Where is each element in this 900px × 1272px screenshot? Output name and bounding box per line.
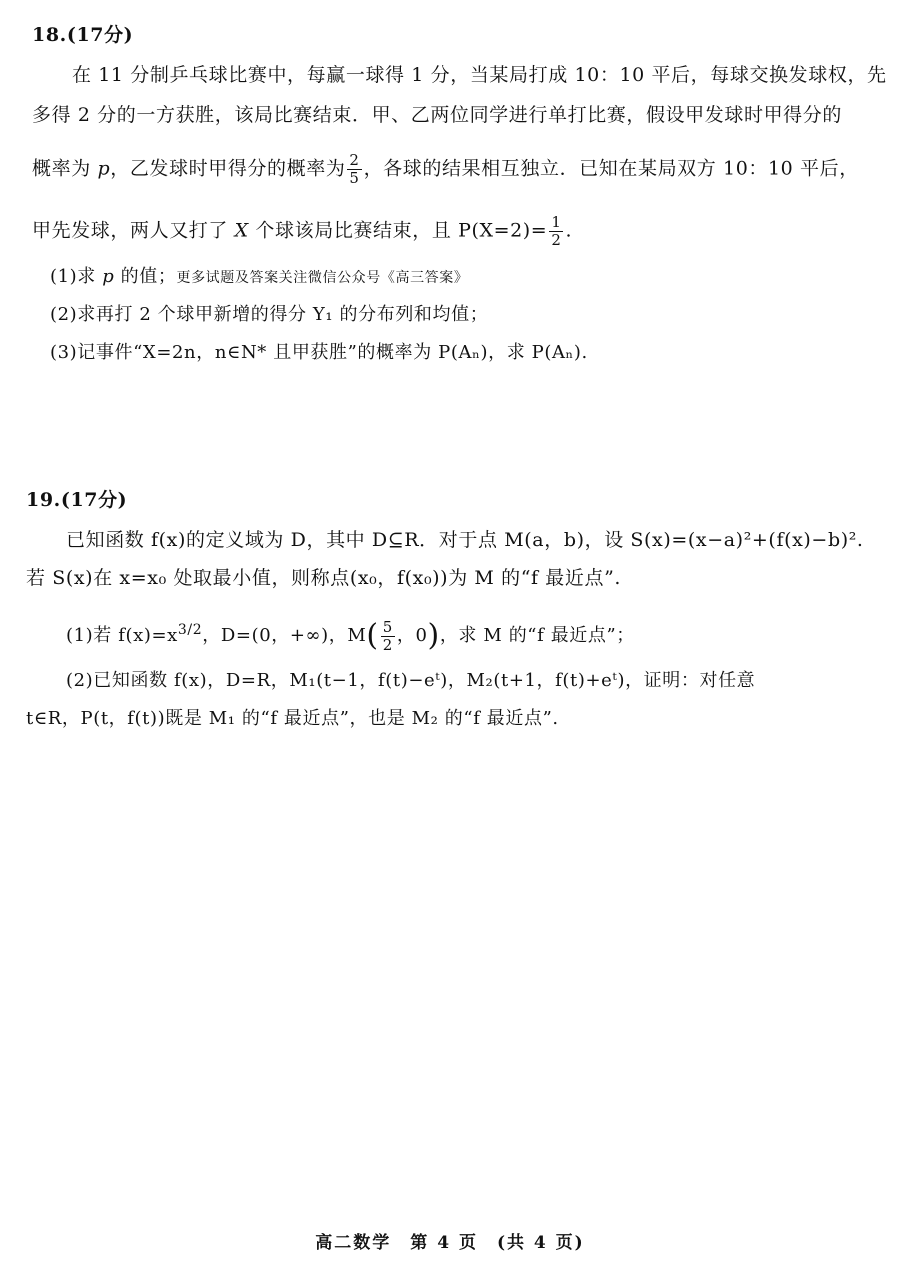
text: 的值； <box>114 266 177 287</box>
watermark-note: 更多试题及答案关注微信公众号《高三答案》 <box>176 270 469 286</box>
fraction-numerator: 5 <box>382 617 393 636</box>
var-p: p <box>102 266 115 287</box>
q19-header: 19.(17分) <box>26 489 128 511</box>
fraction-numerator: 1 <box>551 213 562 231</box>
var-p: p <box>97 157 111 180</box>
left-paren: ( <box>366 618 379 653</box>
q18-part-2: (2)求再打 2 个球甲新增的得分 Y₁ 的分布列和均值； <box>50 304 489 325</box>
q19-part-2-line-1: (2)已知函数 f(x)，D=R，M₁(t−1，f(t)−eᵗ)，M₂(t+1，f(t)+eᵗ)，证明：对任意 <box>66 670 756 691</box>
text: 甲先发球，两人又打了 <box>32 219 235 242</box>
q18-part-1 <box>50 264 900 291</box>
q18-line-1: 在 11 分制乒乓球比赛中，每赢一球得 1 分，当某局打成 10：10 平后，每球交换发球权，先 <box>72 64 887 86</box>
q19-part-1 <box>66 617 900 654</box>
q19-line-2: 若 S(x)在 x=x₀ 处取最小值，则称点(x₀，f(x₀))为 M 的“f 最近点”. <box>26 567 622 589</box>
formula: (1)若 f(x)=x <box>66 625 178 646</box>
text: ，0 <box>396 625 428 646</box>
fraction <box>549 214 563 249</box>
q18-line-4 <box>32 214 900 249</box>
q19-part-2-line-2: t∈R，P(t，f(t))既是 M₁ 的“f 最近点”，也是 M₂ 的“f 最近点”. <box>26 708 559 729</box>
right-paren: ) <box>427 618 440 653</box>
text: ，乙发球时甲得分的概率为 <box>110 157 346 180</box>
text: . <box>565 219 573 242</box>
fraction-denominator: 5 <box>349 169 360 187</box>
fraction-denominator: 2 <box>382 635 393 654</box>
q18-part-3: (3)记事件“X=2n，n∈N* 且甲获胜”的概率为 P(Aₙ)，求 P(Aₙ). <box>50 342 588 363</box>
text: 概率为 <box>32 157 98 180</box>
page-footer: 高二数学 第 4 页 (共 4 页) <box>315 1233 585 1253</box>
q18-header: 18.(17分) <box>32 24 134 46</box>
text: ，D=(0，+∞)，M <box>202 625 367 646</box>
text: (1)求 <box>50 266 103 287</box>
q18-line-3 <box>32 152 900 187</box>
exponent: 3/2 <box>177 622 203 638</box>
q18-line-2: 多得 2 分的一方获胜，该局比赛结束．甲、乙两位同学进行单打比赛，假设甲发球时甲得分的 <box>32 104 842 126</box>
q19-line-1: 已知函数 f(x)的定义域为 D，其中 D⊆R．对于点 M(a，b)，设 S(x)=(x−a)²+(f(x)−b)². <box>66 529 864 551</box>
text: ，各球的结果相互独立．已知在某局双方 10：10 平后， <box>363 157 859 180</box>
fraction <box>381 619 395 654</box>
var-x: X <box>234 219 249 242</box>
fraction-numerator: 2 <box>349 151 360 169</box>
fraction-denominator: 2 <box>551 231 562 249</box>
fraction <box>347 152 361 187</box>
text: 个球该局比赛结束，且 <box>248 219 459 242</box>
text: ，求 M 的“f 最近点”； <box>439 625 635 646</box>
formula: P(X=2)= <box>458 219 548 242</box>
